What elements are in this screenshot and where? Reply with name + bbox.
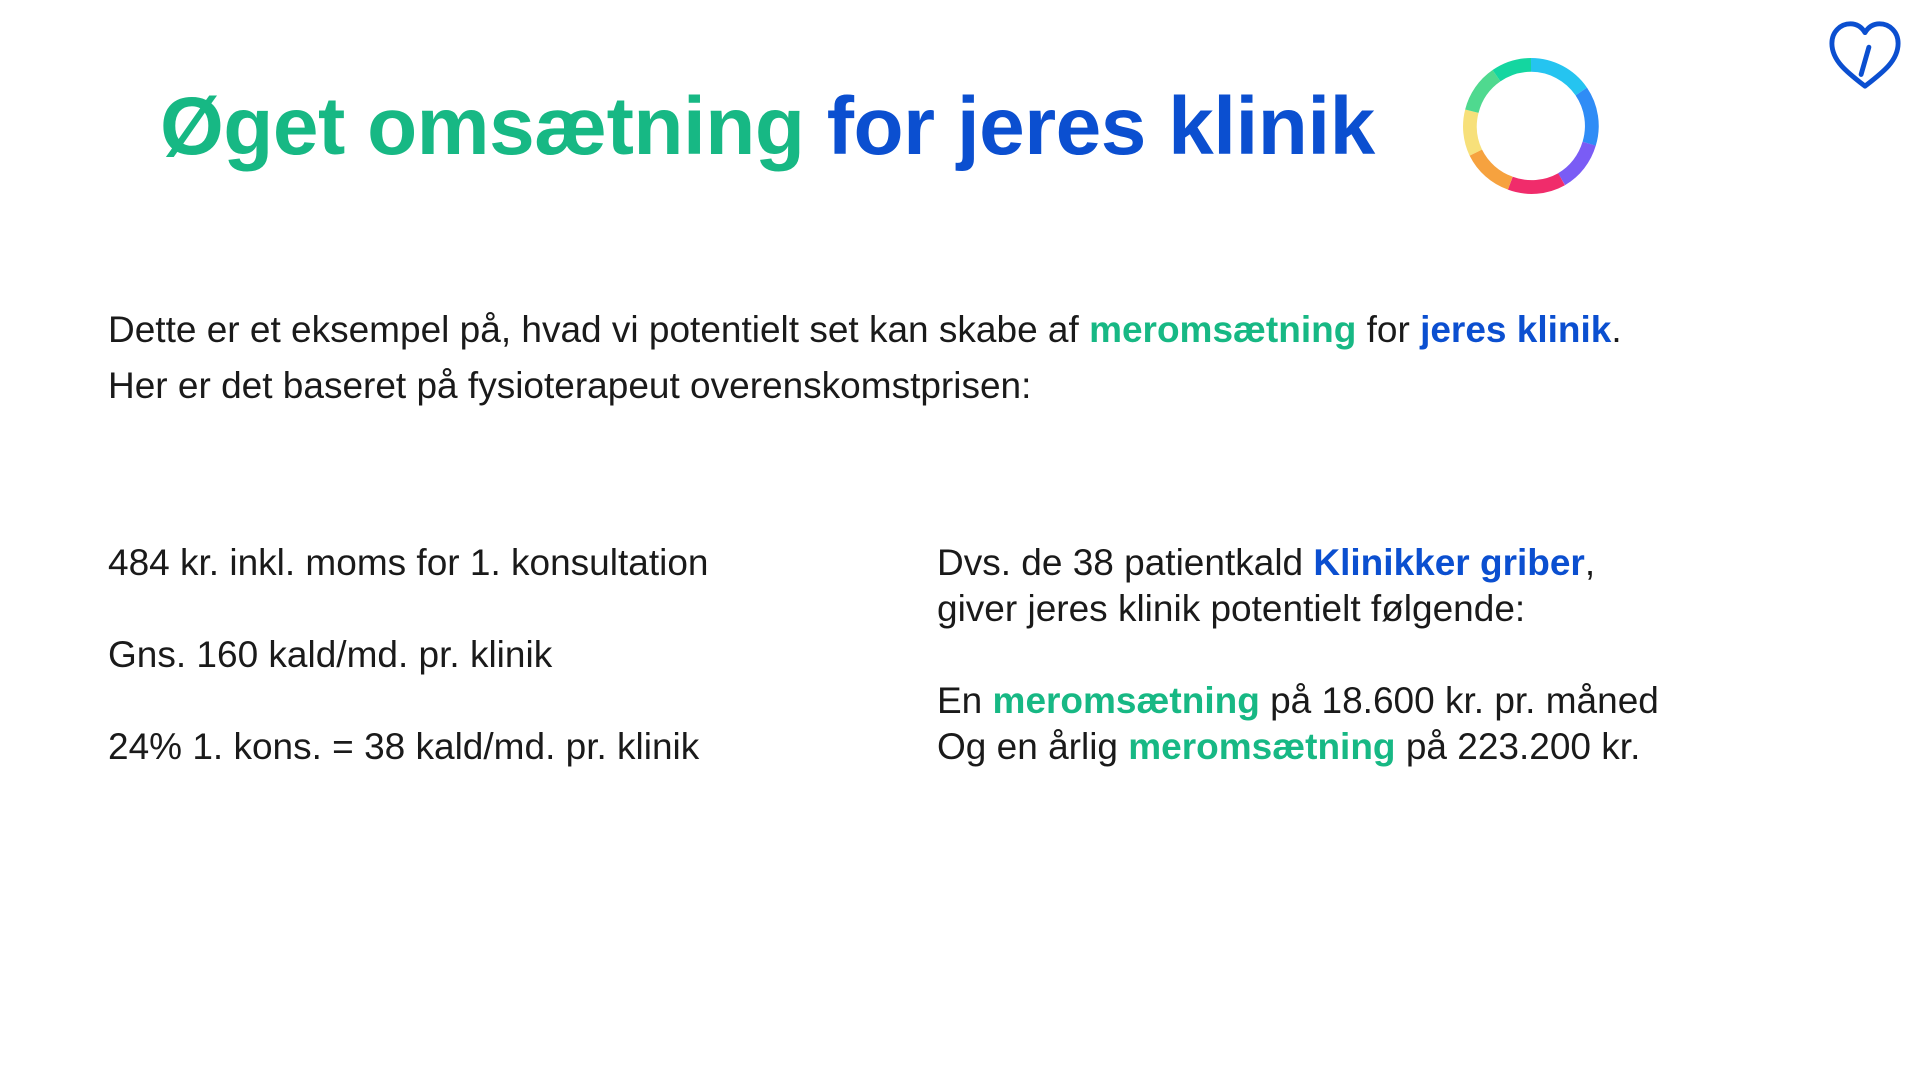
- intro-line-2: Her er det baseret på fysioterapeut overenskomstprisen:: [108, 365, 1032, 406]
- right-text-part: ,: [1584, 542, 1596, 583]
- highlight-meromsaetning: meromsætning: [992, 680, 1260, 721]
- gradient-ring-icon: [1462, 57, 1600, 195]
- right-column: [937, 540, 1837, 770]
- yearly-revenue-line: [937, 724, 1837, 770]
- right-text-part: En: [937, 680, 993, 721]
- right-text-part: på 18.600 kr. pr. måned: [1259, 680, 1659, 721]
- monthly-revenue-line: [937, 678, 1837, 724]
- right-text-part: Dvs. de 38 patientkald: [937, 542, 1314, 583]
- first-consultation-item: 24% 1. kons. = 38 kald/md. pr. klinik: [108, 726, 700, 767]
- heart-icon: [1826, 18, 1904, 92]
- page-title: [160, 78, 1375, 176]
- right-line-2: giver jeres klinik potentielt følgende:: [937, 588, 1526, 629]
- highlight-meromsaetning: meromsætning: [1128, 726, 1396, 767]
- intro-text: [108, 302, 1808, 414]
- right-text-part: på 223.200 kr.: [1395, 726, 1641, 767]
- highlight-jeres-klinik: jeres klinik: [1420, 309, 1612, 350]
- price-item: 484 kr. inkl. moms for 1. konsultation: [108, 542, 709, 583]
- intro-text-part: Dette er et eksempel på, hvad vi potentielt set kan skabe af: [108, 309, 1090, 350]
- intro-line-1: [108, 302, 1808, 358]
- calls-item: Gns. 160 kald/md. pr. klinik: [108, 634, 553, 675]
- intro-text-part: for: [1356, 309, 1421, 350]
- right-line-1: [937, 540, 1837, 586]
- title-green-part: Øget omsætning: [160, 81, 805, 172]
- left-column: [108, 540, 888, 816]
- highlight-klinikker-griber: Klinikker griber: [1313, 542, 1585, 583]
- right-text-part: Og en årlig: [937, 726, 1129, 767]
- title-blue-part: for jeres klinik: [826, 81, 1375, 172]
- intro-text-part: .: [1611, 309, 1622, 350]
- highlight-meromsaetning: meromsætning: [1089, 309, 1357, 350]
- spacer: [937, 632, 1837, 678]
